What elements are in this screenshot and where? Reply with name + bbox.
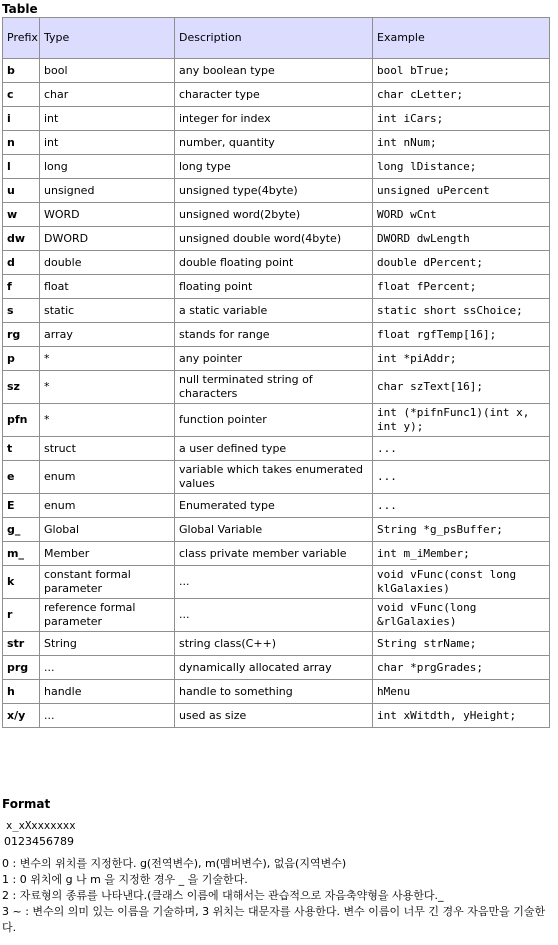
table-row [3, 518, 549, 541]
description-cell: integer for index [175, 107, 372, 130]
table-row [3, 251, 549, 274]
type-cell: array [40, 323, 174, 346]
description-cell: Global Variable [175, 518, 372, 541]
example-cell: char *prgGrades; [373, 656, 549, 679]
prefix-cell: u [3, 179, 39, 202]
description-cell: double floating point [175, 251, 372, 274]
prefix-cell: f [3, 275, 39, 298]
prefix-cell: r [3, 599, 39, 631]
prefix-cell: s [3, 299, 39, 322]
table-row [3, 542, 549, 565]
header-type: Type [40, 18, 174, 58]
type-cell: ... [40, 704, 174, 727]
format-notes [2, 856, 550, 936]
example-cell: char szText[16]; [373, 371, 549, 403]
type-cell: static [40, 299, 174, 322]
type-cell: float [40, 275, 174, 298]
prefix-cell: t [3, 437, 39, 460]
format-title: Format [2, 797, 51, 811]
prefix-cell: g_ [3, 518, 39, 541]
table-title: Table [2, 2, 38, 16]
table-row [3, 179, 549, 202]
example-cell: long lDistance; [373, 155, 549, 178]
description-cell: dynamically allocated array [175, 656, 372, 679]
example-cell: int iCars; [373, 107, 549, 130]
prefix-cell: b [3, 59, 39, 82]
table-row [3, 203, 549, 226]
type-cell: bool [40, 59, 174, 82]
example-cell: ... [373, 437, 549, 460]
type-cell: int [40, 107, 174, 130]
note-item: 1 : 0 위치에 g 나 m 을 지정한 경우 _ 을 기술한다. [2, 873, 248, 886]
prefix-cell: str [3, 632, 39, 655]
format-pattern: x_xXxxxxxxx [6, 820, 76, 832]
prefix-cell: d [3, 251, 39, 274]
description-cell: function pointer [175, 404, 372, 436]
type-cell: unsigned [40, 179, 174, 202]
table-row [3, 656, 549, 679]
header-example: Example [373, 18, 549, 58]
prefix-cell: e [3, 461, 39, 493]
header-description: Description [175, 18, 372, 58]
description-cell: variable which takes enumerated values [175, 461, 372, 493]
example-cell: float rgfTemp[16]; [373, 323, 549, 346]
type-cell: * [40, 371, 174, 403]
table-row [3, 347, 549, 370]
type-cell: * [40, 404, 174, 436]
table-header-row [3, 18, 549, 58]
example-cell: int m_iMember; [373, 542, 549, 565]
description-cell: string class(C++) [175, 632, 372, 655]
type-cell: Member [40, 542, 174, 565]
example-cell: int (*pifnFunc1)(int x, int y); [373, 404, 549, 436]
prefix-cell: E [3, 494, 39, 517]
header-prefix: Prefix [3, 18, 39, 58]
description-cell: class private member variable [175, 542, 372, 565]
prefix-cell: dw [3, 227, 39, 250]
description-cell: ... [175, 566, 372, 598]
description-cell: Enumerated type [175, 494, 372, 517]
table-row [3, 566, 549, 598]
example-cell: unsigned uPercent [373, 179, 549, 202]
prefix-cell: l [3, 155, 39, 178]
table-row [3, 323, 549, 346]
type-cell: double [40, 251, 174, 274]
table-row [3, 704, 549, 727]
description-cell: stands for range [175, 323, 372, 346]
table-row [3, 680, 549, 703]
type-cell: ... [40, 656, 174, 679]
example-cell: double dPercent; [373, 251, 549, 274]
note-item: 2 : 자료형의 종류를 나타낸다.(클래스 이름에 대해서는 관습적으로 자음축약형을 사용한다._ [2, 889, 444, 902]
description-cell: any boolean type [175, 59, 372, 82]
example-cell: hMenu [373, 680, 549, 703]
description-cell: null terminated string of characters [175, 371, 372, 403]
type-cell: DWORD [40, 227, 174, 250]
type-cell: enum [40, 461, 174, 493]
prefix-cell: c [3, 83, 39, 106]
example-cell: int *piAddr; [373, 347, 549, 370]
type-cell: Global [40, 518, 174, 541]
type-cell: WORD [40, 203, 174, 226]
type-cell: String [40, 632, 174, 655]
prefix-cell: pfn [3, 404, 39, 436]
description-cell: any pointer [175, 347, 372, 370]
table-row [3, 107, 549, 130]
description-cell: number, quantity [175, 131, 372, 154]
table-row [3, 599, 549, 631]
example-cell: ... [373, 494, 549, 517]
description-cell: a user defined type [175, 437, 372, 460]
type-cell: reference formal parameter [40, 599, 174, 631]
type-cell: constant formal parameter [40, 566, 174, 598]
table-row [3, 371, 549, 403]
prefix-cell: w [3, 203, 39, 226]
type-cell: struct [40, 437, 174, 460]
prefix-cell: m_ [3, 542, 39, 565]
table-row [3, 227, 549, 250]
prefix-cell: i [3, 107, 39, 130]
table-row [3, 461, 549, 493]
description-cell: floating point [175, 275, 372, 298]
example-cell: String strName; [373, 632, 549, 655]
description-cell: unsigned word(2byte) [175, 203, 372, 226]
type-cell: enum [40, 494, 174, 517]
prefix-cell: k [3, 566, 39, 598]
example-cell: bool bTrue; [373, 59, 549, 82]
description-cell: ... [175, 599, 372, 631]
example-cell: ... [373, 461, 549, 493]
type-cell: int [40, 131, 174, 154]
format-positions: 0123456789 [4, 835, 74, 848]
prefix-cell: p [3, 347, 39, 370]
note-item: 0 : 변수의 위치를 지정한다. g(전역변수), m(멤버변수), 없음(지역변수) [2, 857, 347, 870]
prefix-cell: h [3, 680, 39, 703]
description-cell: used as size [175, 704, 372, 727]
table-row [3, 155, 549, 178]
table-row [3, 299, 549, 322]
table-row [3, 632, 549, 655]
example-cell: String *g_psBuffer; [373, 518, 549, 541]
description-cell: unsigned double word(4byte) [175, 227, 372, 250]
table-row [3, 437, 549, 460]
type-cell: handle [40, 680, 174, 703]
description-cell: a static variable [175, 299, 372, 322]
example-cell: void vFunc(long &rlGalaxies) [373, 599, 549, 631]
type-cell: long [40, 155, 174, 178]
type-cell: char [40, 83, 174, 106]
example-cell: DWORD dwLength [373, 227, 549, 250]
prefix-cell: prg [3, 656, 39, 679]
table-row [3, 131, 549, 154]
type-cell: * [40, 347, 174, 370]
table-row [3, 59, 549, 82]
example-cell: char cLetter; [373, 83, 549, 106]
table-row [3, 494, 549, 517]
description-cell: unsigned type(4byte) [175, 179, 372, 202]
description-cell: handle to something [175, 680, 372, 703]
example-cell: int xWitdth, yHeight; [373, 704, 549, 727]
example-cell: static short ssChoice; [373, 299, 549, 322]
example-cell: void vFunc(const long klGalaxies) [373, 566, 549, 598]
prefix-cell: n [3, 131, 39, 154]
description-cell: character type [175, 83, 372, 106]
example-cell: WORD wCnt [373, 203, 549, 226]
prefix-cell: rg [3, 323, 39, 346]
example-cell: int nNum; [373, 131, 549, 154]
example-cell: float fPercent; [373, 275, 549, 298]
hungarian-prefix-table [2, 17, 550, 728]
note-item: 3 ~ : 변수의 의미 있는 이름을 기술하며, 3 위치는 대문자를 사용한다. 변수 이름이 너무 긴 경우 자음만을 기술한다. [2, 905, 546, 934]
table-row [3, 83, 549, 106]
prefix-cell: x/y [3, 704, 39, 727]
prefix-cell: sz [3, 371, 39, 403]
table-row [3, 404, 549, 436]
description-cell: long type [175, 155, 372, 178]
table-row [3, 275, 549, 298]
